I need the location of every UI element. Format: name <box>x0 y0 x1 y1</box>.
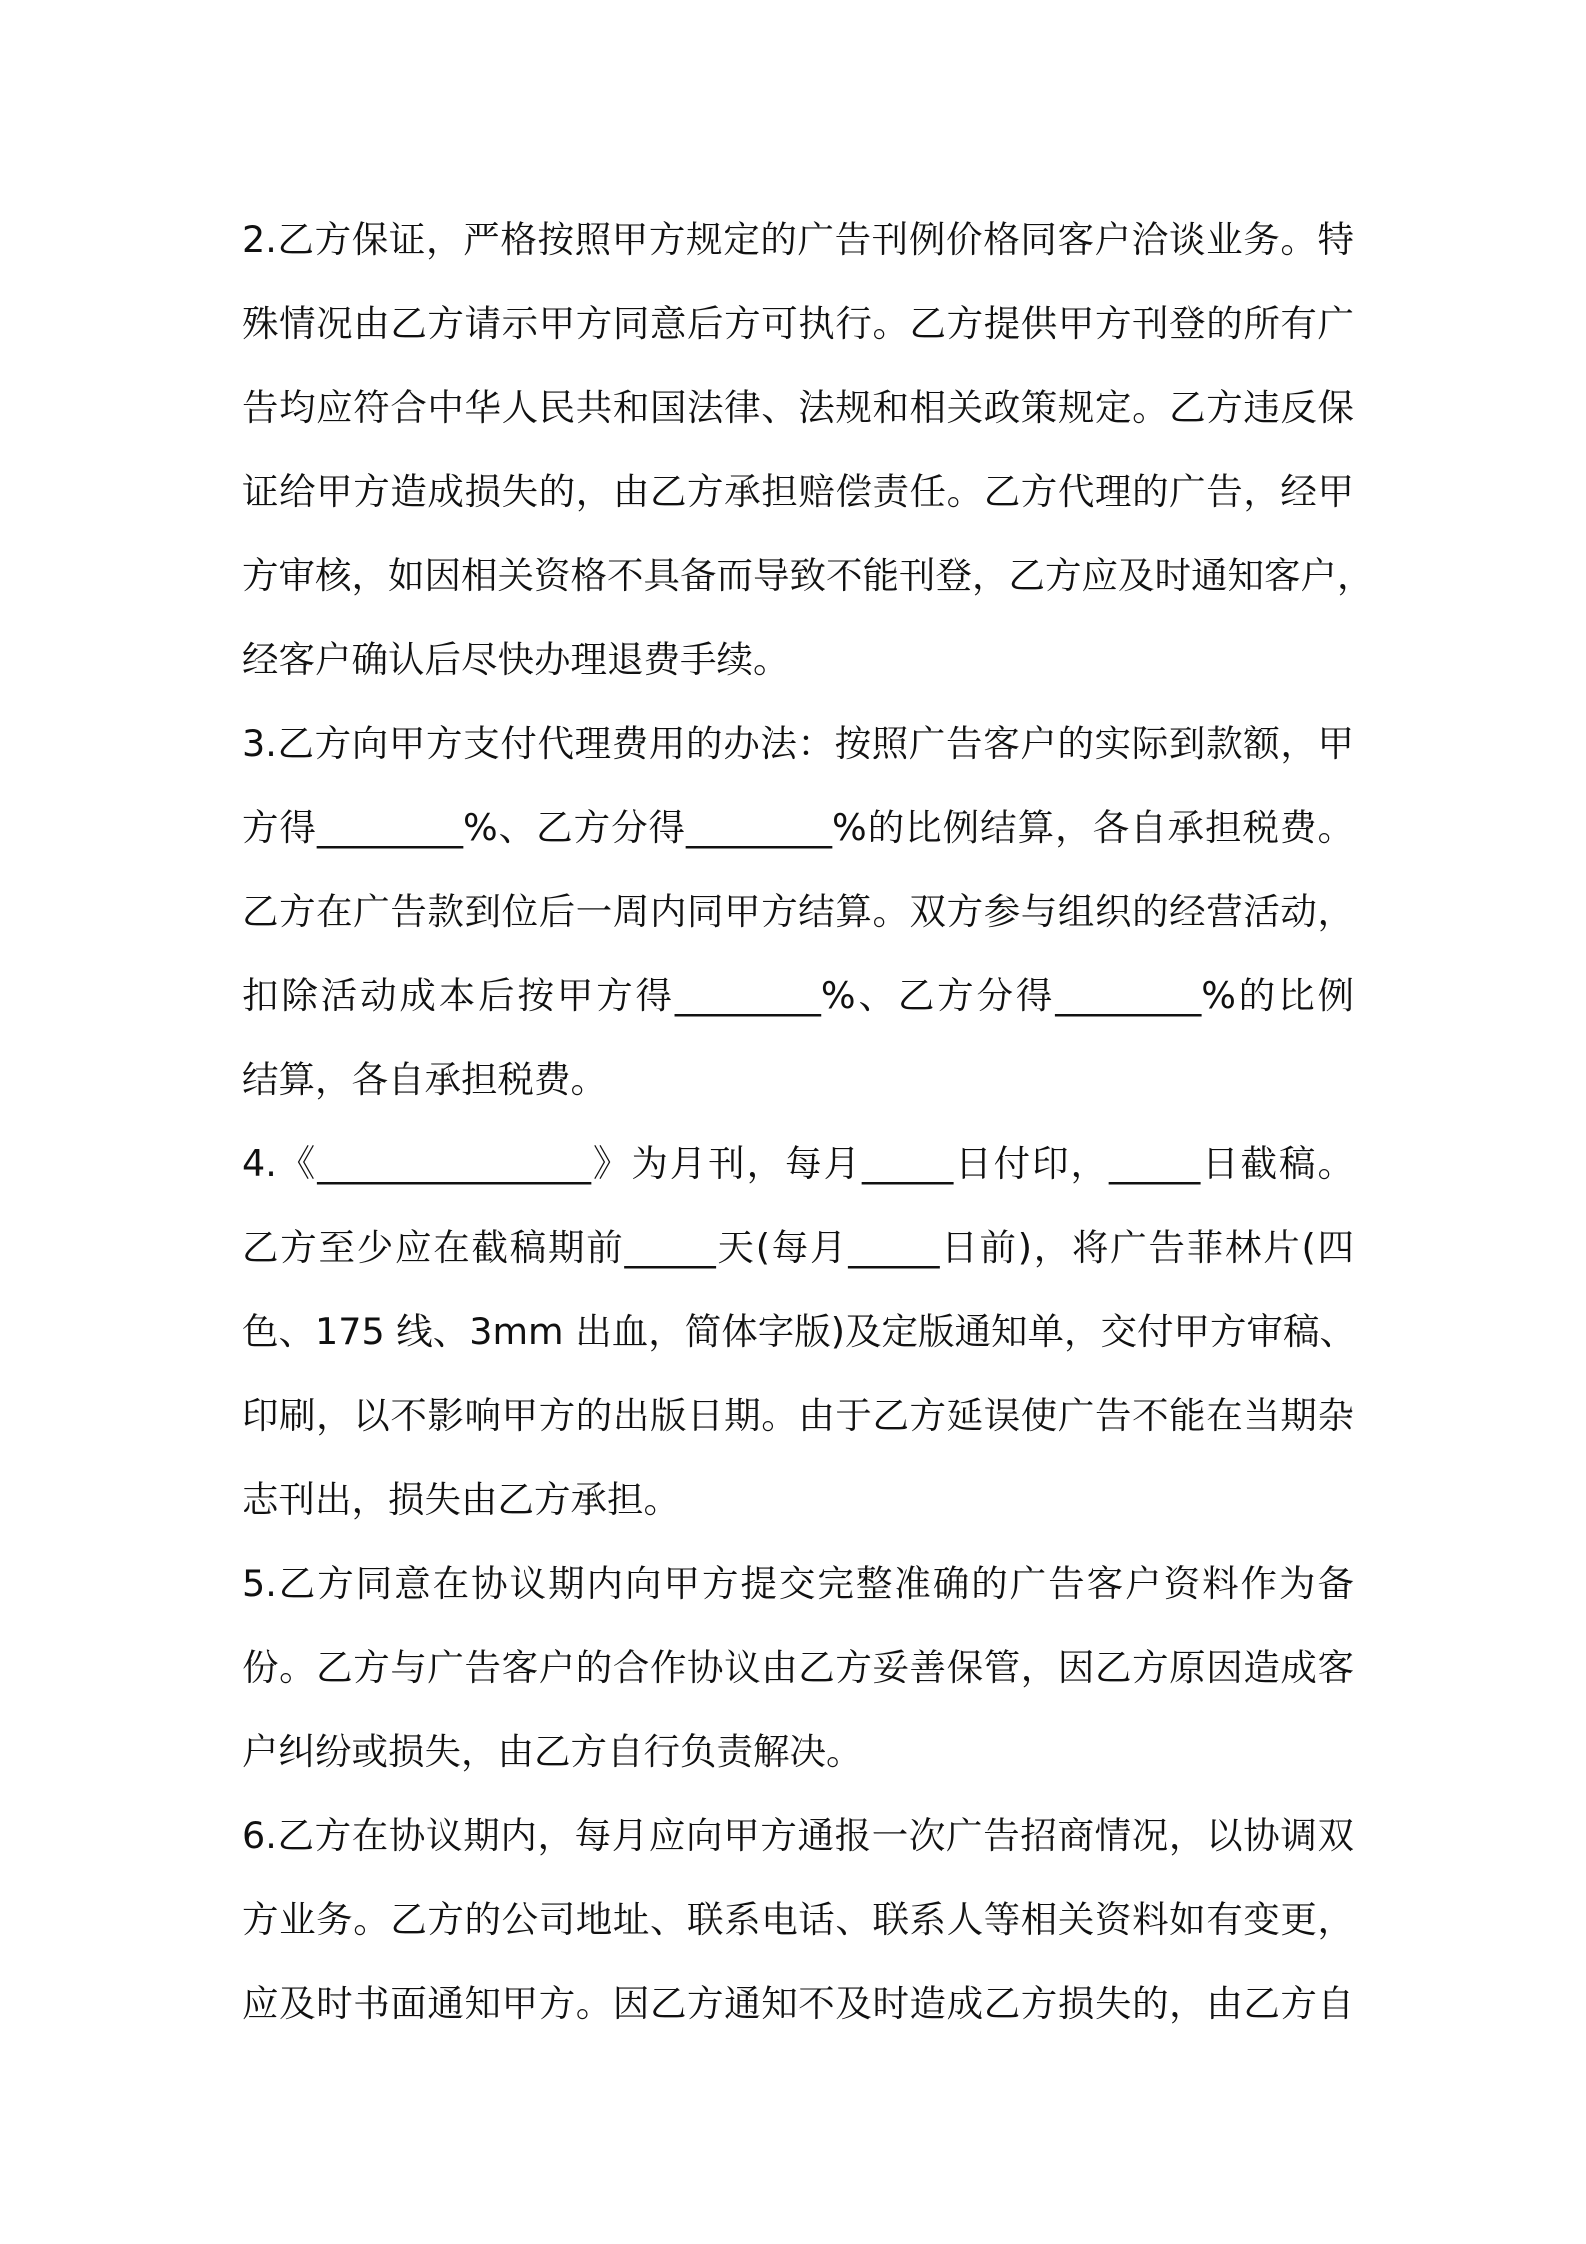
clause-2-line-4: 证给甲方造成损失的，由乙方承担赔偿责任。乙方代理的广告，经甲 <box>242 470 1354 513</box>
clause-2-line-5: 方审核，如因相关资格不具备而导致不能刊登，乙方应及时通知客户， <box>242 554 1374 597</box>
clause-2-paragraph <box>242 198 1374 702</box>
clause-3-line-1: 3.乙方向甲方支付代理费用的办法：按照广告客户的实际到款额，甲 <box>242 722 1354 765</box>
clause-6-line-3: 应及时书面通知甲方。因乙方通知不及时造成乙方损失的，由乙方自 <box>242 1982 1354 2025</box>
clause-6-line-2: 方业务。乙方的公司地址、联系电话、联系人等相关资料如有变更， <box>242 1898 1354 1941</box>
clause-3-line-3: 乙方在广告款到位后一周内同甲方结算。双方参与组织的经营活动， <box>242 890 1354 933</box>
clause-5-line-1: 5.乙方同意在协议期内向甲方提交完整准确的广告客户资料作为备 <box>242 1562 1354 1605</box>
clause-3-line-2: 方得________%、乙方分得________%的比例结算，各自承担税费。 <box>242 806 1354 849</box>
clause-4-line-1: 4.《_______________》为月刊，每月_____日付印，_____日截稿。 <box>242 1142 1354 1185</box>
clause-5-paragraph <box>242 1542 1354 1794</box>
clause-3-paragraph <box>242 702 1354 1122</box>
clause-2-line-2: 殊情况由乙方请示甲方同意后方可执行。乙方提供甲方刊登的所有广 <box>242 302 1354 345</box>
clause-2-line-1: 2.乙方保证，严格按照甲方规定的广告刊例价格同客户洽谈业务。特 <box>242 218 1354 261</box>
clause-5-line-2: 份。乙方与广告客户的合作协议由乙方妥善保管，因乙方原因造成客 <box>242 1646 1354 1689</box>
clause-4-paragraph <box>242 1122 1354 1542</box>
clause-2-line-3: 告均应符合中华人民共和国法律、法规和相关政策规定。乙方违反保 <box>242 386 1354 429</box>
clause-3-line-4: 扣除活动成本后按甲方得________%、乙方分得________%的比例 <box>242 974 1354 1017</box>
clause-4-line-3: 色、175 线、3mm 出血，简体字版)及定版通知单，交付甲方审稿、 <box>242 1310 1356 1353</box>
document-body <box>242 198 1374 2046</box>
clause-4-line-5: 志刊出，损失由乙方承担。 <box>242 1478 680 1521</box>
clause-6-paragraph <box>242 1794 1354 2046</box>
clause-4-line-2: 乙方至少应在截稿期前_____天(每月_____日前)，将广告菲林片(四 <box>242 1226 1354 1269</box>
clause-2-line-6: 经客户确认后尽快办理退费手续。 <box>242 638 790 681</box>
clause-3-line-5: 结算，各自承担税费。 <box>242 1058 607 1101</box>
clause-6-line-1: 6.乙方在协议期内，每月应向甲方通报一次广告招商情况，以协调双 <box>242 1814 1354 1857</box>
clause-5-line-3: 户纠纷或损失，由乙方自行负责解决。 <box>242 1730 863 1773</box>
clause-4-line-4: 印刷，以不影响甲方的出版日期。由于乙方延误使广告不能在当期杂 <box>242 1394 1354 1437</box>
